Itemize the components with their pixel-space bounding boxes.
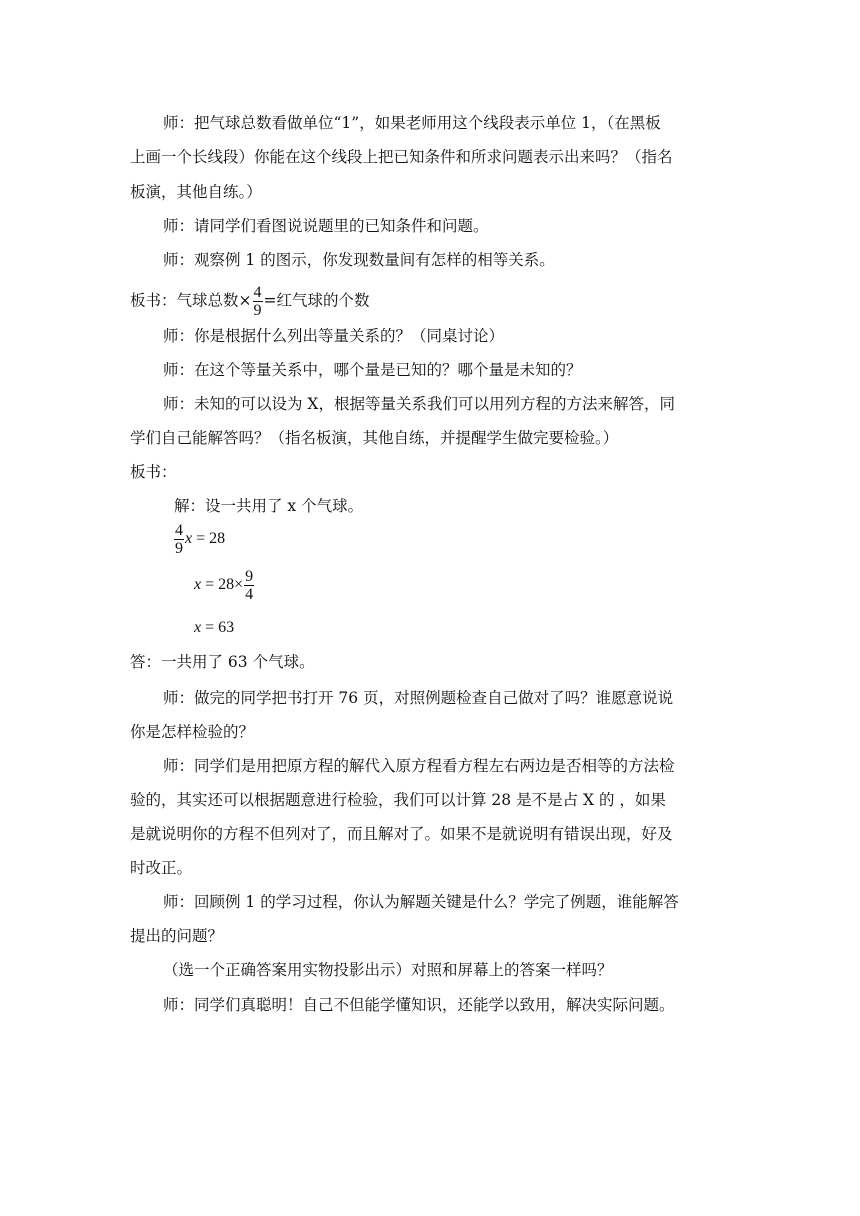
paragraph-line: 学们自己能解答吗？（指名板演，其他自练，并提醒学生做完要检验。） (130, 429, 619, 447)
paragraph-line: 师：回顾例 1 的学习过程，你认为解题关键是什么？学完了例题，谁能解答 (163, 893, 679, 911)
paragraph-line: 上画一个长线段）你能在这个线段上把已知条件和所求问题表示出来吗？（指名 (130, 148, 673, 166)
fraction-denominator: 4 (245, 586, 254, 603)
variable-x: x (194, 576, 202, 594)
fraction (244, 568, 254, 603)
paragraph-line: 你是怎样检验的？ (130, 723, 255, 741)
variable-x: x (194, 619, 202, 636)
solution-setup: 解：设一共用了 x 个气球。 (174, 497, 364, 515)
fraction-numerator: 4 (253, 284, 262, 301)
paragraph-line: 师：观察例 1 的图示，你发现数量间有怎样的相等关系。 (163, 251, 555, 269)
equation-mid: = 28× (201, 576, 244, 594)
paragraph-line: 是就说明你的方程不但列对了，而且解对了。如果不是就说明有错误出现，好及 (130, 825, 673, 843)
board-formula-prefix: 板书：气球总数× (130, 291, 252, 310)
equation-step-3 (194, 618, 234, 638)
paragraph-line: 师：做完的同学把书打开 76 页，对照例题检查自己做对了吗？谁愿意说说 (163, 689, 674, 707)
paragraph-line: 师：请同学们看图说说题里的已知条件和问题。 (163, 217, 489, 235)
board-note-formula (130, 284, 370, 319)
fraction-numerator: 4 (175, 522, 183, 539)
variable-x: x (185, 530, 193, 548)
fraction-denominator: 9 (175, 540, 183, 557)
fraction (174, 522, 184, 557)
paragraph-line: 师：把气球总数看做单位“1”，如果老师用这个线段表示单位 1，（在黑板 (163, 114, 661, 132)
paragraph-line: 师：未知的可以设为 X，根据等量关系我们可以用列方程的方法来解答，同 (163, 395, 675, 413)
paragraph-line: 师：你是根据什么列出等量关系的？（同桌讨论） (163, 327, 505, 345)
equation-step-2 (194, 568, 255, 603)
board-formula-suffix: =红气球的个数 (263, 291, 370, 310)
paragraph-line: 提出的问题？ (130, 927, 224, 945)
fraction (253, 284, 263, 319)
paragraph-line: 时改正。 (130, 859, 193, 877)
board-note-label: 板书： (130, 463, 177, 481)
paragraph-line: 师：同学们是用把原方程的解代入原方程看方程左右两边是否相等的方法检 (163, 757, 675, 775)
equation-step-1 (173, 522, 225, 557)
paragraph-line: 师：同学们真聪明！自己不但能学懂知识，还能学以致用，解决实际问题。 (163, 996, 675, 1014)
paragraph-line: 板演，其他自练。） (130, 183, 262, 201)
fraction-denominator: 9 (253, 302, 262, 319)
answer-line: 答：一共用了 63 个气球。 (130, 653, 315, 671)
paragraph-line: 验的，其实还可以根据题意进行检验，我们可以计算 28 是不是占 X 的 ，如果 (130, 791, 666, 809)
paragraph-line: （选一个正确答案用实物投影出示）对照和屏幕上的答案一样吗？ (163, 961, 613, 979)
equation-rest: = 28 (192, 530, 226, 548)
fraction-numerator: 9 (245, 568, 254, 585)
paragraph-line: 师：在这个等量关系中，哪个量是已知的？哪个量是未知的？ (163, 361, 582, 379)
equation-rest: = 63 (201, 619, 235, 636)
